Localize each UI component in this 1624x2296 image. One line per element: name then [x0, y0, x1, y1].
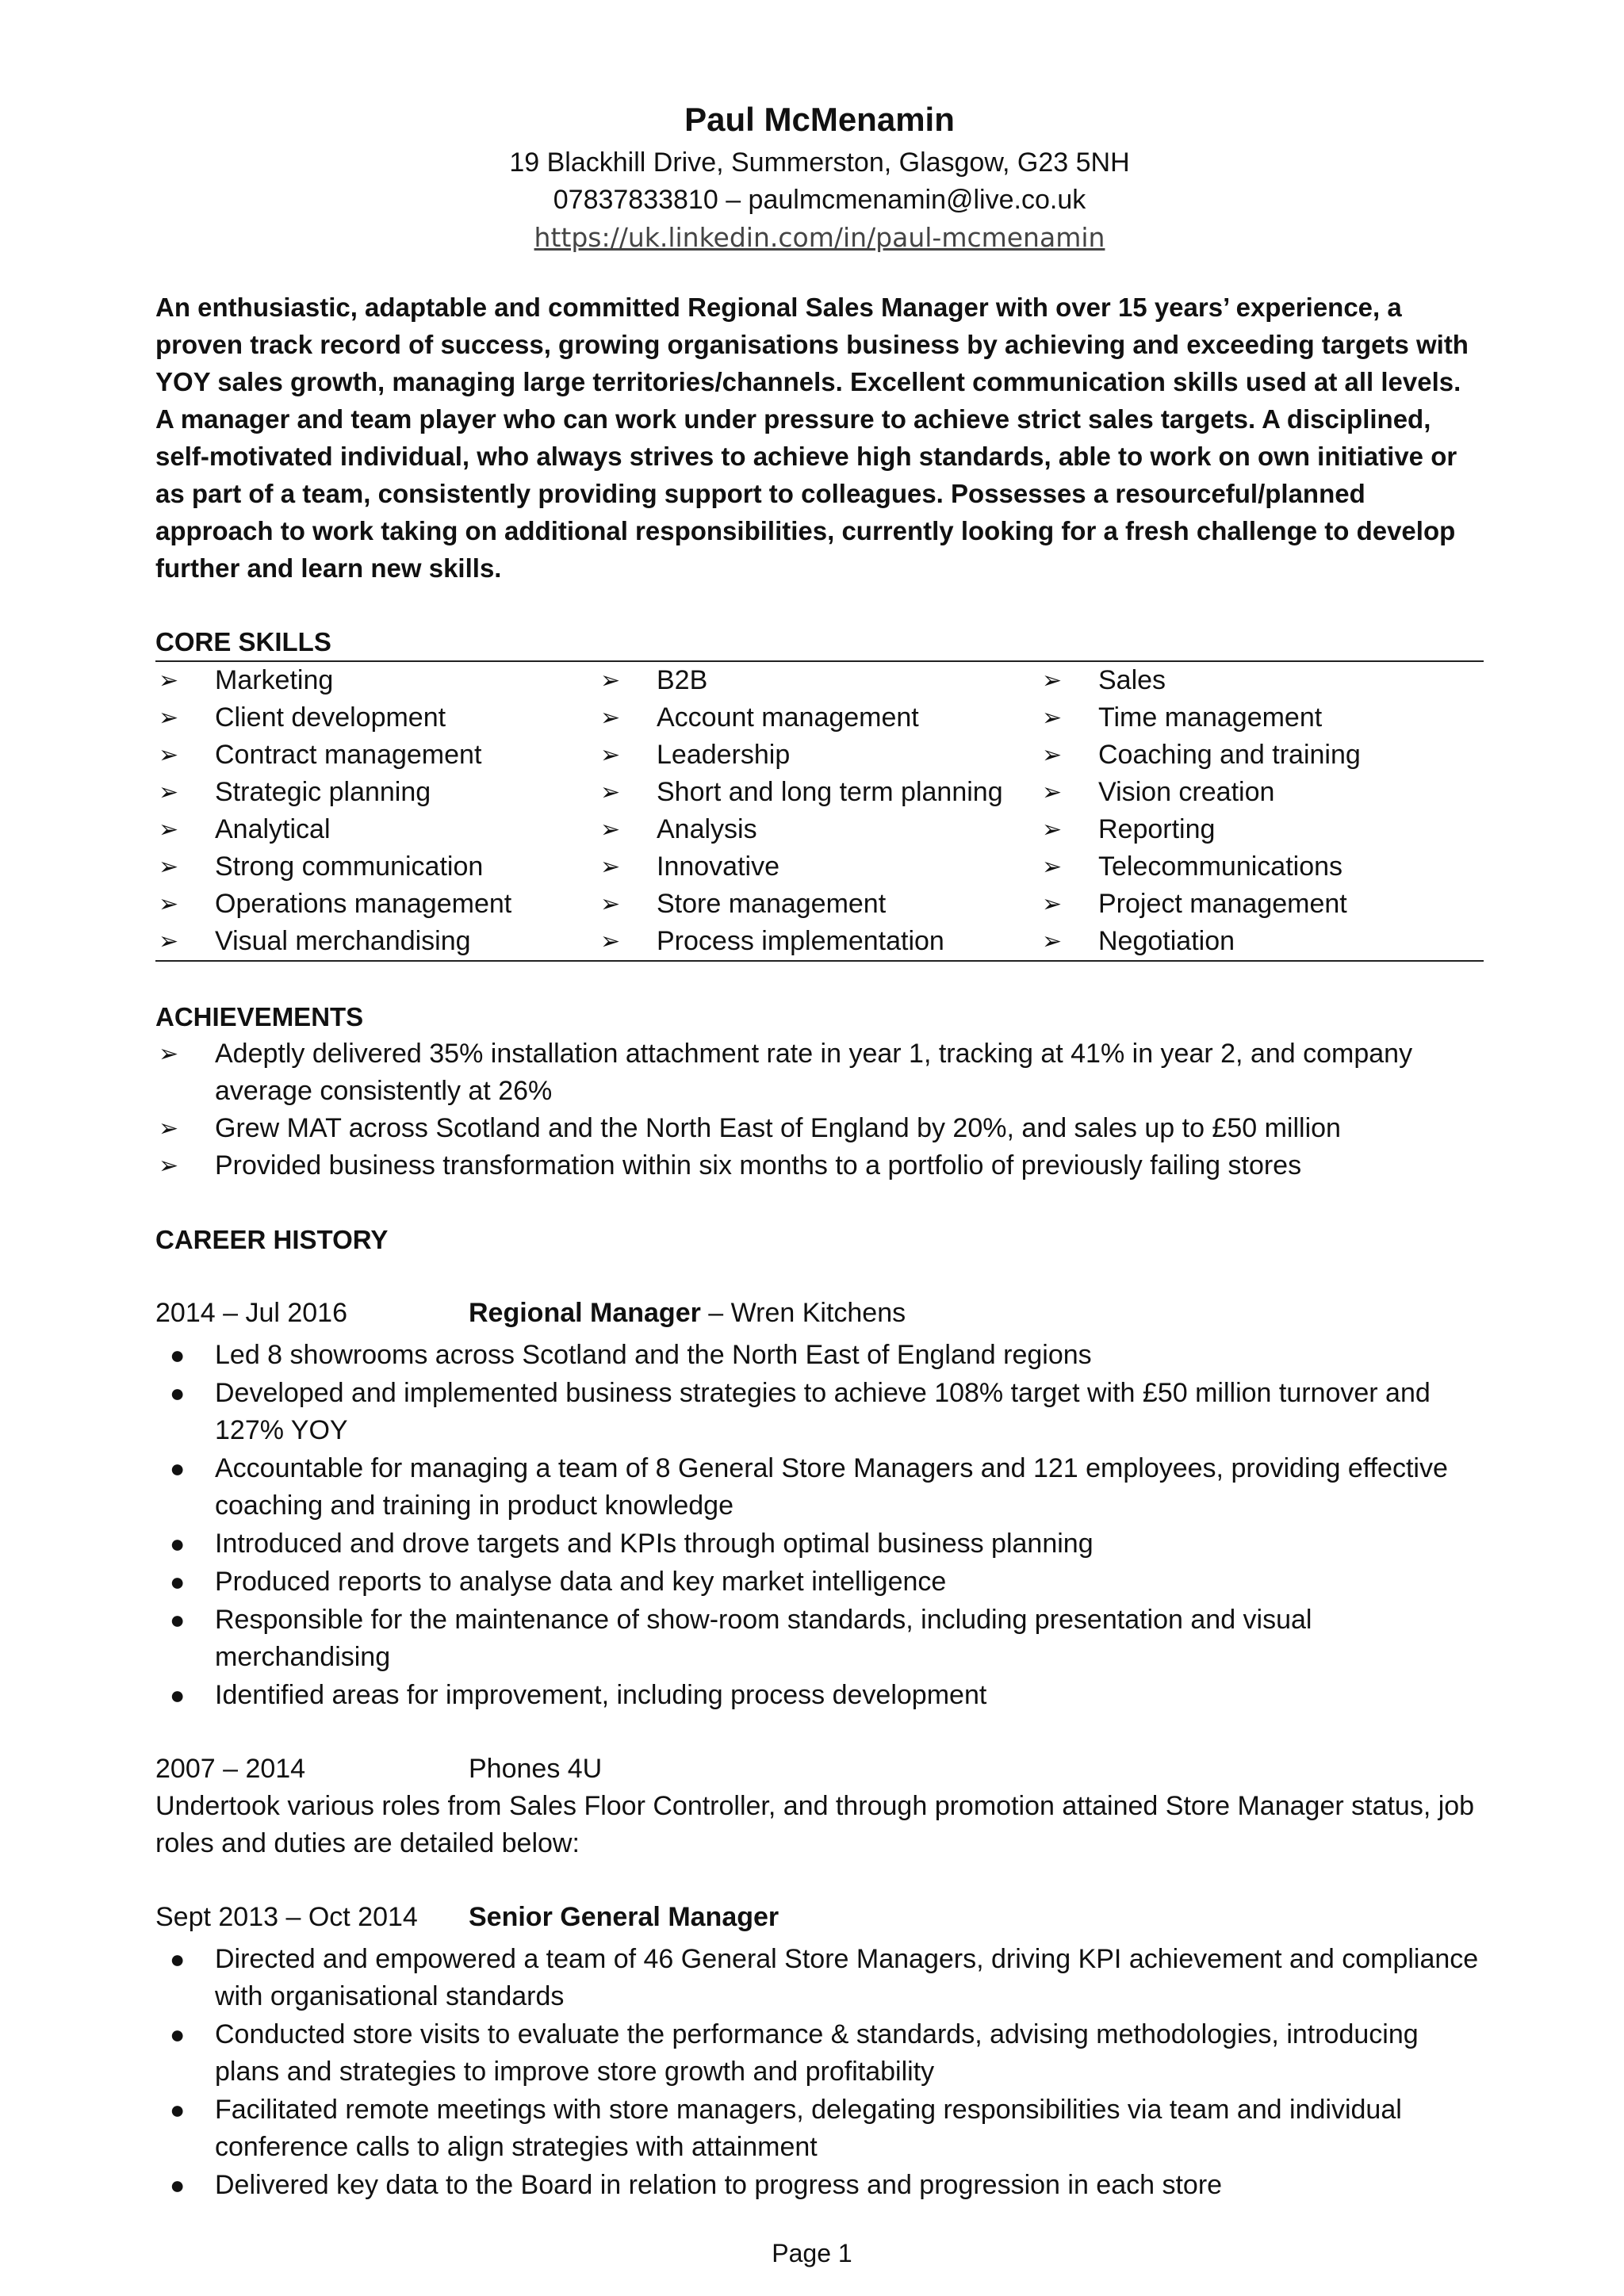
round-bullet-icon: ●	[170, 1379, 186, 1407]
arrow-bullet-icon: ➢	[159, 1152, 179, 1180]
skill-item: ➢ Operations management	[155, 886, 597, 923]
arrow-bullet-icon: ➢	[159, 853, 179, 881]
skill-item: ➢ Vision creation	[1039, 774, 1480, 811]
job-duties-list	[155, 1337, 1484, 1714]
skill-item: ➢ Innovative	[597, 848, 1039, 886]
arrow-bullet-icon: ➢	[159, 704, 179, 732]
duty-item: ● Directed and empowered a team of 46 General Store Managers, driving KPI achievement and compliance with organisational standards	[155, 1941, 1484, 2015]
skill-item: ➢ Leadership	[597, 737, 1039, 774]
linkedin-link[interactable]: https://uk.linkedin.com/in/paul-mcmenamin	[534, 222, 1105, 253]
profile-summary: An enthusiastic, adaptable and committed Regional Sales Manager with over 15 years’ experience, a proven track record of success, growing organisations business by achieving and exceeding targets with YOY sales growth, managing large territories/channels. Excellent communication skills used at all levels. A manager and team player who can work under pressure to achieve strict sales targets. A disciplined, self-motivated individual, who always strives to achieve high standards, able to work on own initiative or as part of a team, consistently providing support to colleagues. Possesses a resourceful/planned approach to work taking on additional responsibilities, currently looking for a fresh challenge to develop further and learn new skills.	[155, 293, 1469, 583]
skill-item: ➢ Negotiation	[1039, 923, 1480, 960]
arrow-bullet-icon: ➢	[159, 928, 179, 955]
skill-item: ➢ Strong communication	[155, 848, 597, 886]
duty-item: ● Developed and implemented business strategies to achieve 108% target with £50 million turnover and 127% YOY	[155, 1375, 1484, 1449]
round-bullet-icon: ●	[170, 1681, 186, 1709]
arrow-bullet-icon: ➢	[159, 741, 179, 769]
job-dates: Sept 2013 – Oct 2014	[155, 1902, 418, 1932]
skill-item: ➢ Store management	[597, 886, 1039, 923]
job-title: Regional Manager	[469, 1298, 701, 1328]
career-history-heading: CAREER HISTORY	[155, 1225, 389, 1254]
job-company: Phones 4U	[469, 1754, 603, 1784]
skill-item: ➢ Time management	[1039, 699, 1480, 737]
skill-item: ➢ Client development	[155, 699, 597, 737]
skill-item: ➢ Visual merchandising	[155, 923, 597, 960]
skill-item: ➢ Project management	[1039, 886, 1480, 923]
arrow-bullet-icon: ➢	[159, 1040, 179, 1068]
achievements-heading: ACHIEVEMENTS	[155, 1002, 364, 1031]
achievement-item: ➢ Adeptly delivered 35% installation attachment rate in year 1, tracking at 41% in year 2, and company average consistently at 26%	[155, 1035, 1484, 1110]
achievement-item: ➢ Grew MAT across Scotland and the North East of England by 20%, and sales up to £50 million	[155, 1110, 1484, 1147]
round-bullet-icon: ●	[170, 1454, 186, 1483]
duty-item: ● Produced reports to analyse data and key market intelligence	[155, 1563, 1484, 1601]
skill-item: ➢ Analytical	[155, 811, 597, 848]
round-bullet-icon: ●	[170, 1529, 186, 1558]
arrow-bullet-icon: ➢	[600, 816, 621, 844]
job-heading	[155, 1899, 1484, 1936]
skill-item: ➢ Sales	[1039, 662, 1480, 699]
duty-item: ● Accountable for managing a team of 8 General Store Managers and 121 employees, providing effective coaching and training in product knowledge	[155, 1450, 1484, 1525]
job-duties-list	[155, 1941, 1484, 2204]
arrow-bullet-icon: ➢	[600, 704, 621, 732]
arrow-bullet-icon: ➢	[159, 1115, 179, 1142]
skill-item: ➢ Process implementation	[597, 923, 1039, 960]
achievements-list	[155, 1035, 1484, 1184]
duty-item: ● Led 8 showrooms across Scotland and the North East of England regions	[155, 1337, 1484, 1374]
skill-item: ➢ Marketing	[155, 662, 597, 699]
job-heading	[155, 1751, 1484, 1788]
job-company: – Wren Kitchens	[700, 1298, 906, 1328]
page-number: Page 1	[772, 2239, 852, 2267]
arrow-bullet-icon: ➢	[1042, 741, 1063, 769]
arrow-bullet-icon: ➢	[1042, 704, 1063, 732]
arrow-bullet-icon: ➢	[1042, 853, 1063, 881]
candidate-name: Paul McMenamin	[684, 101, 955, 138]
round-bullet-icon: ●	[170, 1605, 186, 1634]
achievement-item: ➢ Provided business transformation within six months to a portfolio of previously failing stores	[155, 1147, 1484, 1184]
duty-item: ● Identified areas for improvement, including process development	[155, 1677, 1484, 1714]
skill-item: ➢ Telecommunications	[1039, 848, 1480, 886]
job-dates: 2007 – 2014	[155, 1754, 306, 1784]
arrow-bullet-icon: ➢	[1042, 928, 1063, 955]
skill-item: ➢ Coaching and training	[1039, 737, 1480, 774]
arrow-bullet-icon: ➢	[1042, 890, 1063, 918]
round-bullet-icon: ●	[170, 1567, 186, 1596]
core-skills-heading: CORE SKILLS	[155, 627, 331, 656]
round-bullet-icon: ●	[170, 1945, 186, 1973]
arrow-bullet-icon: ➢	[600, 779, 621, 806]
arrow-bullet-icon: ➢	[159, 816, 179, 844]
job-title: Senior General Manager	[469, 1902, 779, 1932]
skill-item: ➢ Strategic planning	[155, 774, 597, 811]
arrow-bullet-icon: ➢	[600, 667, 621, 695]
cv-page	[155, 95, 1484, 2205]
arrow-bullet-icon: ➢	[1042, 779, 1063, 806]
arrow-bullet-icon: ➢	[600, 741, 621, 769]
skill-item: ➢ Short and long term planning	[597, 774, 1039, 811]
duty-item: ● Conducted store visits to evaluate the performance & standards, advising methodologies, introducing plans and strategies to improve store growth and profitability	[155, 2016, 1484, 2091]
round-bullet-icon: ●	[170, 2171, 186, 2199]
contact-details: 07837833810 – paulmcmenamin@live.co.uk	[553, 185, 1086, 215]
skill-item: ➢ Contract management	[155, 737, 597, 774]
arrow-bullet-icon: ➢	[600, 890, 621, 918]
arrow-bullet-icon: ➢	[600, 853, 621, 881]
arrow-bullet-icon: ➢	[1042, 816, 1063, 844]
round-bullet-icon: ●	[170, 2095, 186, 2124]
arrow-bullet-icon: ➢	[159, 890, 179, 918]
round-bullet-icon: ●	[170, 1341, 186, 1369]
job-intro: Undertook various roles from Sales Floor Controller, and through promotion attained Store Manager status, job roles and duties are detailed below:	[155, 1791, 1475, 1858]
duty-item: ● Facilitated remote meetings with store managers, delegating responsibilities via team and individual conference calls to align strategies with attainment	[155, 2091, 1484, 2166]
skill-item: ➢ Account management	[597, 699, 1039, 737]
cv-header	[155, 95, 1484, 257]
skill-item: ➢ Reporting	[1039, 811, 1480, 848]
duty-item: ● Delivered key data to the Board in relation to progress and progression in each store	[155, 2167, 1484, 2204]
round-bullet-icon: ●	[170, 2020, 186, 2049]
arrow-bullet-icon: ➢	[1042, 667, 1063, 695]
skill-item: ➢ B2B	[597, 662, 1039, 699]
duty-item: ● Responsible for the maintenance of show-room standards, including presentation and visual merchandising	[155, 1601, 1484, 1676]
job-heading	[155, 1295, 1484, 1332]
arrow-bullet-icon: ➢	[159, 779, 179, 806]
arrow-bullet-icon: ➢	[600, 928, 621, 955]
address: 19 Blackhill Drive, Summerston, Glasgow, G23 5NH	[509, 147, 1130, 178]
duty-item: ● Introduced and drove targets and KPIs through optimal business planning	[155, 1525, 1484, 1563]
job-dates: 2014 – Jul 2016	[155, 1298, 347, 1328]
arrow-bullet-icon: ➢	[159, 667, 179, 695]
skill-item: ➢ Analysis	[597, 811, 1039, 848]
core-skills-table	[155, 660, 1484, 962]
